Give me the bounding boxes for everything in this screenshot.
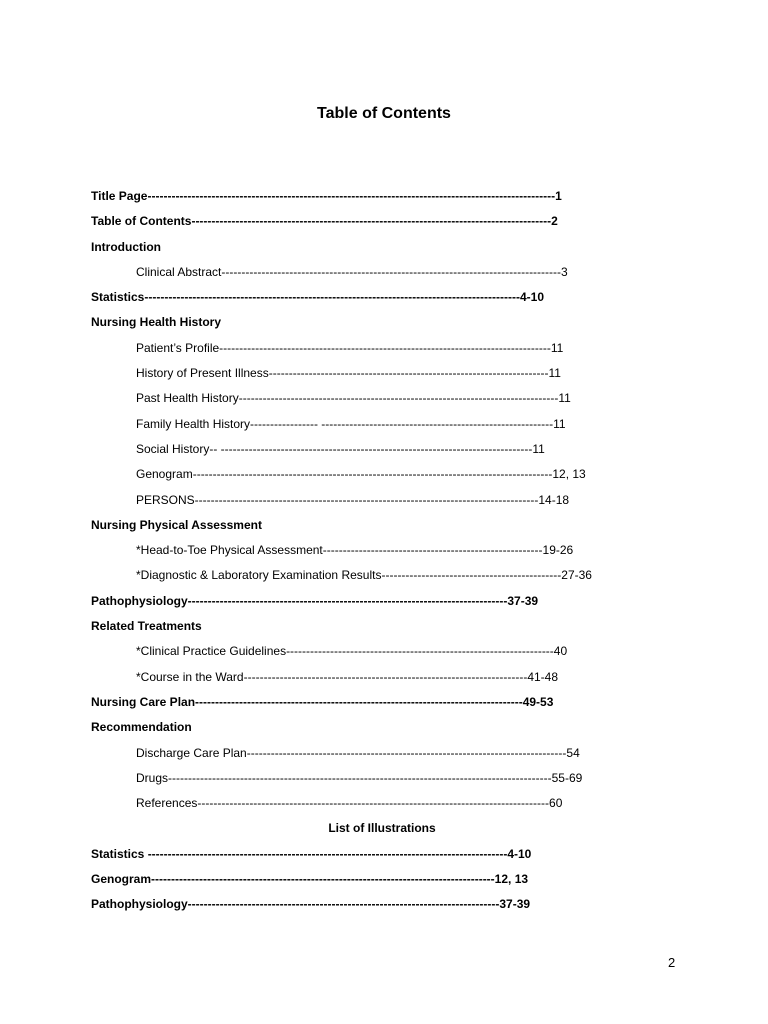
page-number: 2	[668, 955, 676, 970]
toc-entry: Table of Contents------------------------------------------------------------------------------------------2	[91, 214, 558, 229]
toc-entry: Nursing Care Plan----------------------------------------------------------------------------------49-53	[91, 694, 554, 709]
toc-entry: *Clinical Practice Guidelines-------------------------------------------------------------------40	[136, 644, 568, 659]
toc-entry: Nursing Physical Assessment	[91, 517, 262, 532]
toc-entry: Statistics ------------------------------------------------------------------------------------------4-10	[91, 846, 532, 861]
toc-entry: Social History-- ------------------------------------------------------------------------------11	[136, 441, 545, 456]
toc-entry: Pathophysiology--------------------------------------------------------------------------------37-39	[91, 593, 539, 608]
toc-entry: Past Health History--------------------------------------------------------------------------------11	[136, 391, 571, 406]
toc-entry: Nursing Health History	[91, 315, 222, 330]
toc-entry: History of Present Illness----------------------------------------------------------------------11	[136, 366, 561, 381]
toc-entry: Pathophysiology------------------------------------------------------------------------------37-39	[91, 897, 531, 912]
toc-entry: Statistics----------------------------------------------------------------------------------------------4-10	[91, 290, 545, 305]
toc-entry: References----------------------------------------------------------------------------------------60	[136, 796, 563, 811]
toc-entry: Title Page------------------------------------------------------------------------------------------------------1	[91, 189, 562, 203]
toc-entry: Introduction	[91, 239, 161, 254]
page-title: Table of Contents	[317, 105, 451, 122]
toc-entry: *Head-to-Toe Physical Assessment-------------------------------------------------------19-26	[136, 543, 574, 558]
toc-entry: Discharge Care Plan--------------------------------------------------------------------------------54	[136, 745, 580, 760]
toc-entry: Drugs------------------------------------------------------------------------------------------------55-69	[136, 770, 583, 785]
toc-entry: List of Illustrations	[328, 821, 436, 836]
toc-entry: PERSONS--------------------------------------------------------------------------------------14-18	[136, 492, 570, 507]
toc-entry: Genogram--------------------------------------------------------------------------------------12, 13	[91, 872, 529, 887]
toc-entry: *Course in the Ward-----------------------------------------------------------------------41-48	[136, 669, 559, 684]
toc-entry: Genogram------------------------------------------------------------------------------------------12, 13	[136, 467, 586, 482]
toc-entry: Patient’s Profile-----------------------------------------------------------------------------------11	[136, 340, 564, 355]
toc-entry: Recommendation	[91, 720, 192, 735]
toc-entry: Clinical Abstract-------------------------------------------------------------------------------------3	[136, 264, 568, 279]
table-of-contents-list	[91, 187, 651, 921]
toc-entry: Family Health History----------------- ----------------------------------------------------------11	[136, 416, 566, 431]
toc-entry: *Diagnostic & Laboratory Examination Results---------------------------------------------27-36	[136, 568, 592, 583]
toc-entry: Related Treatments	[91, 619, 202, 634]
